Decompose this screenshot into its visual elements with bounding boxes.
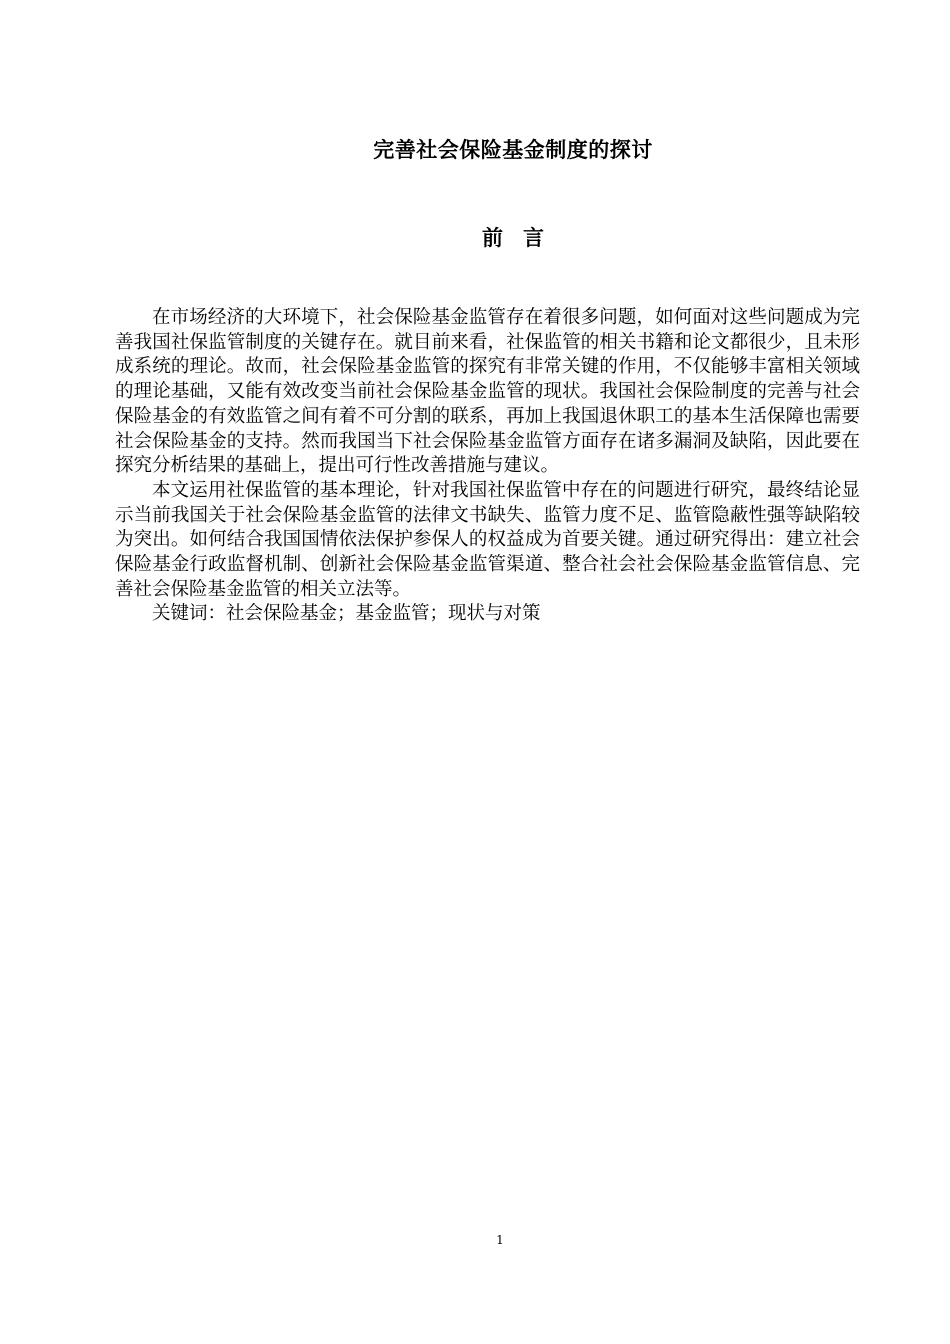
preface-paragraph-1: 在市场经济的大环境下，社会保险基金监管存在着很多问题，如何面对这些问题成为完善我国社保监管制度的关键存在。就目前来看，社保监管的相关书籍和论文都很少，且未形成系统的理论。故而，社会保险基金监管的探究有非常关键的作用，不仅能够丰富相关领域的理论基础，又能有效改变当前社会保险基金监管的现状。我国社会保险制度的完善与社会保险基金的有效监管之间有着不可分割的联系，再加上我国退休职工的基本生活保障也需要社会保险基金的支持。然而我国当下社会保险基金监管方面存在诸多漏洞及缺陷，因此要在探究分析结果的基础上，提出可行性改善措施与建议。: [115, 307, 860, 477]
preface-body: [115, 306, 860, 627]
document-title: 完善社会保险基金制度的探讨: [373, 138, 653, 162]
preface-heading: 前言: [482, 226, 564, 250]
keywords-line: 关键词：社会保险基金；基金监管；现状与对策: [152, 603, 541, 625]
page-number: 1: [496, 1233, 504, 1247]
preface-paragraph-2: 本文运用社保监管的基本理论，针对我国社保监管中存在的问题进行研究，最终结论显示当前我国关于社会保险基金监管的法律文书缺失、监管力度不足、监管隐蔽性强等缺陷较为突出。如何结合我国国情依法保护参保人的权益成为首要关键。通过研究得出：建立社会保险基金行政监督机制、创新社会保险基金监管渠道、整合社会社会保险基金监管信息、完善社会保险基金监管的相关立法等。: [115, 479, 860, 600]
